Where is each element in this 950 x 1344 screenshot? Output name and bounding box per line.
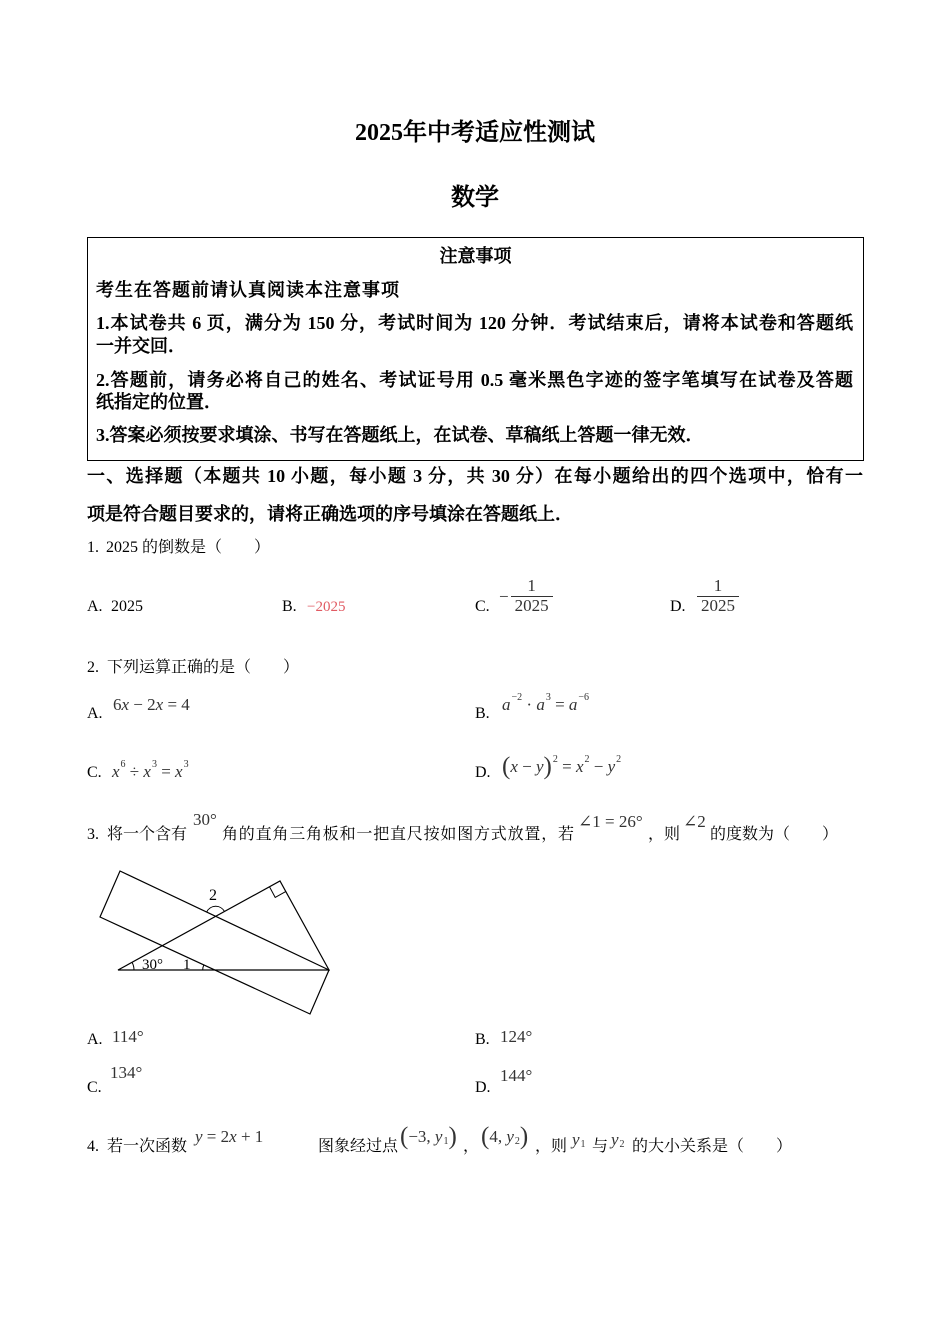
formula-text: 6 [113,695,122,714]
option-c-formula [499,577,553,615]
formula-text: = [550,695,569,714]
question-number: 3. [87,826,99,843]
formula-superscript: 3 [151,758,157,770]
notice-heading: 注意事项 [439,246,512,266]
notice-intro: 考生在答题前请认真阅读本注意事项 [96,280,400,300]
option-label-a: A. [87,1031,103,1048]
formula-text: 124° [500,1027,533,1046]
formula-variable: y [535,757,544,776]
formula-text: 134° [110,1063,143,1082]
formula-superscript: 3 [545,691,551,703]
option-label-a: A. [87,705,103,722]
question-stem-part-5: 与 [592,1138,609,1155]
formula-text: −2025 [307,599,346,615]
formula-text: · [522,695,537,714]
option-a-formula [112,1028,144,1045]
question-stem-part-6: 的大小关系是（ ） [632,1138,793,1155]
question-stem-part-3: ， [463,1138,480,1155]
angle-30-formula [193,811,217,828]
formula-parenthesis: ) [448,1123,457,1150]
question-stem-part-3: ，则 [648,826,681,843]
option-c-formula [112,758,189,781]
section-header-line-2: 项是符合题目要求的，请将正确选项的序号填涂在答题纸上． [87,504,573,524]
question-stem-part-1: 若一次函数 [107,1138,188,1155]
formula-superscript: −2 [511,691,523,703]
formula-subscript: 1 [580,1138,586,1150]
formula-text: − [517,757,536,776]
formula-text: = 4 [163,695,190,714]
formula-superscript: 2 [552,753,558,765]
option-label-d: D. [475,764,491,781]
option-label-c: C. [87,764,102,781]
formula-variable: y [434,1127,443,1146]
formula-parenthesis: ) [519,1123,529,1150]
formula-text: − [499,586,509,606]
angle-1-formula [578,813,643,830]
option-d-formula [500,1067,532,1084]
formula-variable: x [112,762,120,781]
formula-variable: x [155,695,164,714]
formula-parenthesis: ) [543,753,552,780]
fraction-numerator: 1 [527,576,536,595]
figure-label-angle-1: 1 [183,957,191,973]
formula-variable: x [143,762,151,781]
formula-superscript: 6 [120,758,126,770]
fraction-denominator: 2025 [697,596,739,616]
formula-text: ÷ [125,762,144,781]
formula-variable: y [195,1127,203,1146]
question-stem-part-4: ，则 [535,1138,568,1155]
formula-subscript: 1 [443,1135,449,1147]
notice-rule-2-line-1: 2.答题前，请务必将自己的姓名、考试证号用 0.5 毫米黑色字迹的签字笔填写在试卷及答题 [96,370,853,390]
option-b-formula [502,691,590,714]
angle-2-arc [207,906,225,912]
formula-text: + 1 [236,1127,264,1146]
formula-superscript: 3 [183,758,189,770]
question-stem-part-2: 图象经过点 [318,1138,399,1155]
formula-subscript: 2 [514,1135,520,1147]
option-c-formula [110,1064,142,1081]
question-number: 2. [87,659,99,676]
figure-label-angle-30: 30° [142,957,163,973]
option-label-d: D. [670,598,686,615]
linear-function-formula [195,1128,263,1145]
option-label-d: D. [475,1079,491,1096]
formula-parenthesis: ( [481,1123,490,1150]
formula-variable: a [502,695,511,714]
formula-text: 4, [489,1127,507,1146]
formula-variable: x [121,695,130,714]
triangle-ruler-figure [95,865,335,1020]
option-label-b: B. [475,1031,490,1048]
formula-text: − 2 [129,695,156,714]
question-number: 1. [87,539,99,556]
point-2-formula [481,1124,528,1149]
formula-superscript: 2 [616,753,622,765]
formula-text: 30° [193,810,217,829]
y2-formula [611,1131,625,1148]
notice-rule-3-line-1: 3.答案必须按要求填涂、书写在答题纸上，在试卷、草稿纸上答题一律无效． [96,425,704,445]
formula-variable: x [510,757,518,776]
subject-title: 数学 [451,185,499,211]
question-number: 4. [87,1138,99,1155]
formula-variable: x [175,762,183,781]
option-label-b: B. [475,705,490,722]
question-stem-part-4: 的度数为（ ） [710,826,839,843]
option-b-formula [307,600,345,615]
option-a-formula [113,696,190,713]
formula-text: 114° [112,1027,144,1046]
formula-superscript: 2 [584,753,590,765]
notice-rule-2-line-2: 纸指定的位置． [96,392,222,412]
section-header-line-1: 一、选择题（本题共 10 小题，每小题 3 分，共 30 分）在每小题给出的四个选项中，恰有一 [87,466,863,486]
option-label-c: C. [475,598,490,615]
formula-text: = [156,762,176,781]
formula-text: ∠1 = 26° [578,812,643,831]
question-stem-part-2: 角的直角三角板和一把直尺按如图方式放置，若 [222,826,575,843]
formula-variable: y [607,757,616,776]
formula-text: −3, [408,1127,435,1146]
option-label-b: B. [282,598,297,615]
formula-variable: y [572,1130,580,1149]
right-angle-mark [270,887,286,898]
formula-text: ∠2 [683,812,706,831]
formula-text: 144° [500,1066,533,1085]
formula-variable: x [575,757,584,776]
option-label-c: C. [87,1079,102,1096]
question-stem: 2025 的倒数是（ ） [106,539,271,556]
formula-text: − [589,757,608,776]
formula-variable: a [568,695,578,714]
fraction-numerator: 1 [713,576,723,595]
option-b-formula [500,1028,532,1045]
angle-30-arc [132,962,134,970]
formula-variable: a [536,695,545,714]
formula-fraction [511,577,553,615]
option-a-text: 2025 [111,598,143,615]
formula-variable: y [506,1127,514,1146]
formula-fraction [697,577,739,615]
point-1-formula [400,1124,457,1149]
question-stem: 下列运算正确的是（ ） [107,659,300,676]
option-label-a: A. [87,598,103,615]
figure-label-angle-2: 2 [209,887,217,904]
exam-title: 2025年中考适应性测试 [355,120,595,146]
angle-1-arc [203,965,204,970]
notice-rule-1-line-2: 一并交回． [96,336,186,356]
formula-subscript: 2 [619,1138,625,1150]
fraction-denominator: 2025 [511,596,553,616]
formula-text: = 2 [202,1127,230,1146]
formula-parenthesis: ( [502,753,511,780]
option-d-formula [695,577,739,615]
formula-variable: x [229,1127,237,1146]
formula-superscript: −6 [578,691,590,703]
notice-box [87,237,864,461]
formula-variable: y [611,1130,619,1149]
option-d-formula [502,754,621,779]
y1-formula [572,1131,586,1148]
formula-text: = [557,757,576,776]
question-stem-part-1: 将一个含有 [107,826,188,843]
formula-parenthesis: ( [400,1123,409,1150]
notice-rule-1-line-1: 1.本试卷共 6 页，满分为 150 分，考试时间为 120 分钟．考试结束后，请将本试卷和答题纸 [96,313,853,333]
angle-2-formula [683,813,706,830]
